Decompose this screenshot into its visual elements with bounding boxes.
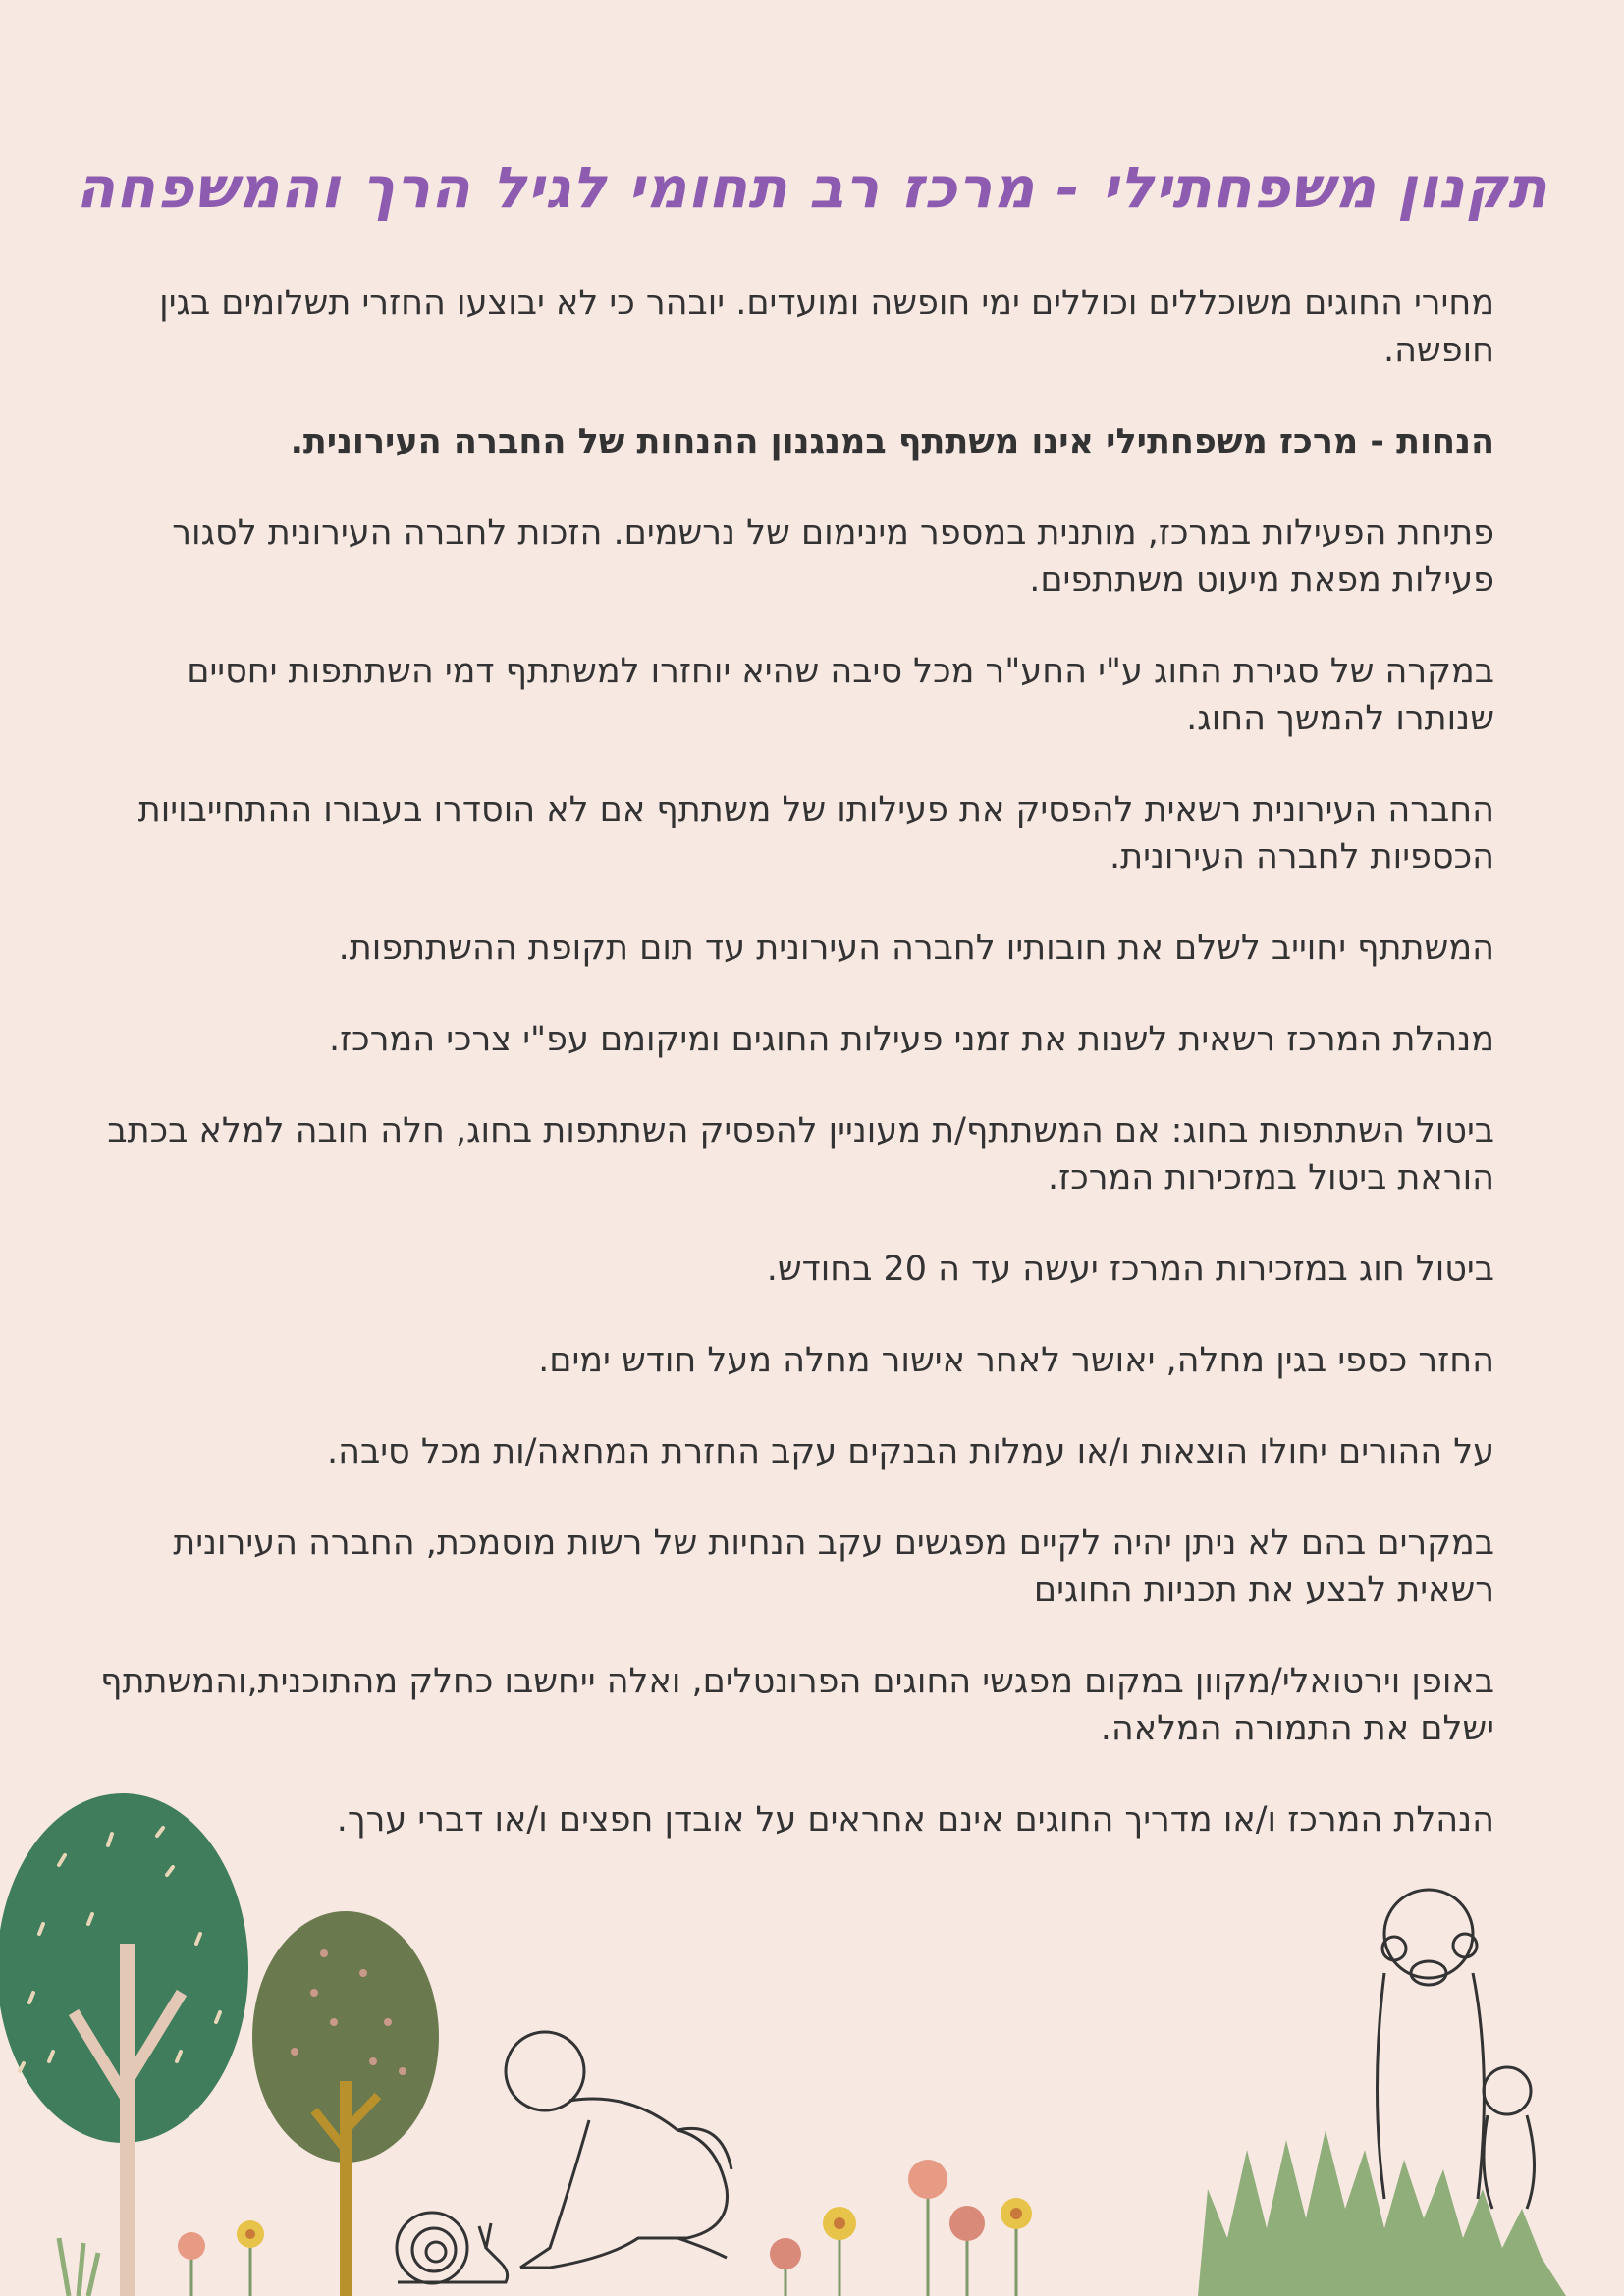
terms-paragraph: החברה העירונית רשאית להפסיק את פעילותו של משתתף אם לא הוסדרו בעבורו ההתחייבויות הכספיות לחברה העירונית. xyxy=(137,790,1494,877)
tree-icon xyxy=(252,1911,439,2296)
terms-paragraph: ביטול חוג במזכירות המרכז יעשה עד ה 20 בחודש. xyxy=(766,1250,1494,1289)
decorative-scene xyxy=(0,1777,1624,2296)
terms-paragraph: פתיחת הפעילות במרכז, מותנית במספר מינימום של נרשמים. הזכות לחברה העירונית לסגור פעילות מפאת מיעוט משתתפים. xyxy=(172,513,1494,600)
terms-paragraph: מנהלת המרכז רשאית לשנות את זמני פעילות החוגים ומיקומם עפ"י צרכי המרכז. xyxy=(328,1020,1494,1059)
document-title: תקנון משפחתילי - מרכז רב תחומי לגיל הרך והמשפחה xyxy=(76,153,1548,221)
terms-paragraph: ביטול השתתפות בחוג: אם המשתתף/ת מעוניין להפסיק השתתפות בחוג, חלה חובה למלא בכתב הוראת ביטול במזכירות המרכז. xyxy=(107,1111,1494,1198)
terms-paragraph: הנהלת המרכז ו/או מדריך החוגים אינם אחראים על אובדן חפצים ו/או דברי ערך. xyxy=(336,1800,1494,1840)
snail-icon xyxy=(397,2213,508,2283)
terms-paragraph: הנחות - מרכז משפחתילי אינו משתתף במנגנון ההנחות של החברה העירונית. xyxy=(290,422,1494,461)
terms-paragraph: החזר כספי בגין מחלה, יאושר לאחר אישור מחלה מעל חודש ימים. xyxy=(538,1341,1494,1380)
flower-icon xyxy=(59,2160,1032,2296)
grass-icon xyxy=(1198,2130,1566,2296)
terms-paragraph: המשתתף יחוייב לשלם את חובותיו לחברה העירונית עד תום תקופת ההשתתפות. xyxy=(338,929,1494,968)
crawling-baby-icon xyxy=(506,2032,731,2268)
terms-paragraph: מחירי החוגים משוכללים וכוללים ימי חופשה ומועדים. יובהר כי לא יבוצעו החזרי תשלומים בגין חופשה. xyxy=(159,284,1494,370)
terms-list xyxy=(90,280,1494,1888)
terms-paragraph: באופן וירטואלי/מקוון במקום מפגשי החוגים הפרונטלים, ואלה ייחשבו כחלק מהתוכנית,והמשתתף ישלם את התמורה המלאה. xyxy=(100,1662,1494,1748)
bear-icon xyxy=(1378,1890,1535,2209)
terms-paragraph: במקרה של סגירת החוג ע"י החע"ר מכל סיבה שהיא יוחזרו למשתתף דמי השתתפות יחסיים שנותרו להמשך החוג. xyxy=(187,652,1494,738)
terms-paragraph: על ההורים יחולו הוצאות ו/או עמלות הבנקים עקב החזרת המחאה/ות מכל סיבה. xyxy=(326,1432,1494,1471)
terms-paragraph: במקרים בהם לא ניתן יהיה לקיים מפגשים עקב הנחיות של רשות מוסמכת, החברה העירונית רשאית לבצע את תכניות החוגים xyxy=(173,1523,1494,1610)
tree-icon xyxy=(0,1793,248,2296)
